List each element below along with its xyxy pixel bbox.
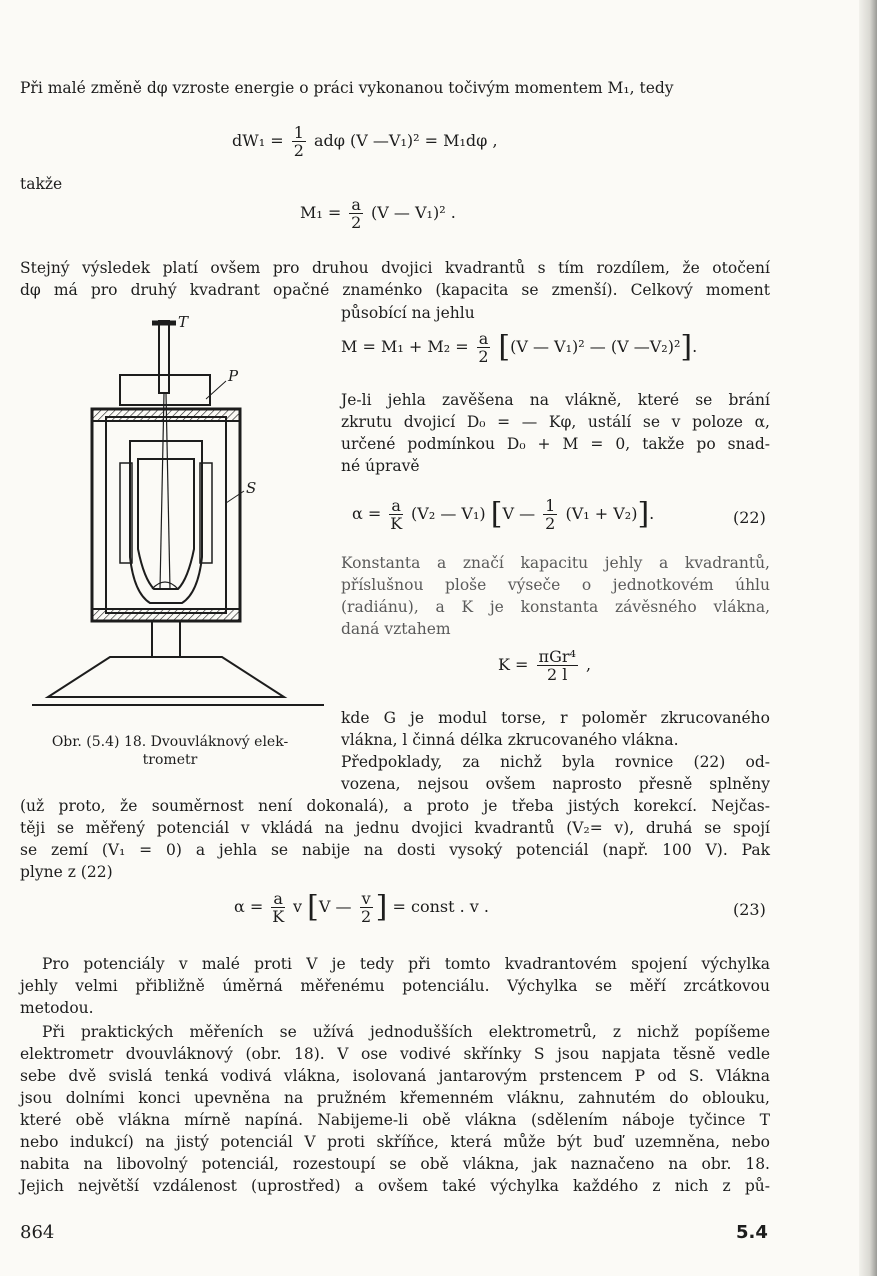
paragraph-6-line-5: se zemí (V₁ = 0) a jehla se nabije na dosti vysoký potenciál (např. 100 V). Pak <box>20 841 770 859</box>
rod-t <box>159 321 169 393</box>
equation-22: α = $\frac{a}{K}$ (V₂ — V₁) [V — $\frac{1}{2}$ (V₁ + V₂)]. <box>352 496 655 533</box>
paragraph-8-line-5: které obě vlákna mírně napíná. Nabijeme-li obě vlákna (sdělením náboje tyčince T <box>20 1111 770 1129</box>
electrometer-figure <box>28 313 328 725</box>
paragraph-8-line-1: Při praktických měřeních se užívá jednodušších elektrometrů, z nichž popíšeme <box>42 1023 770 1041</box>
paragraph-3-line-1: Je-li jehla zavěšena na vlákně, které se brání <box>341 391 770 409</box>
page-edge-shadow <box>859 0 877 1276</box>
figure-caption: Obr. (5.4) 18. Dvouvláknový elek- trometr <box>51 734 289 768</box>
equation-dw1: dW₁ = $\frac{1}{2}$ adφ (V —V₁)² = M₁dφ , <box>232 123 498 160</box>
paragraph-7-line-2: jehly velmi přibližně úměrná měřenému potenciálu. Výchylka se měří zrcátkovou <box>20 977 770 995</box>
equation-23: α = $\frac{a}{K}$ v [V — $\frac{v}{2}$ ] = const . v . <box>234 889 489 926</box>
paragraph-3-line-2: zkrutu dvojicí D₀ = — Kφ, ustálí se v poloze α, <box>341 413 770 431</box>
paragraph-2-line-1: Stejný výsledek platí ovšem pro druhou dvojici kvadrantů s tím rozdílem, že otočení <box>20 259 770 277</box>
equation-number-22: (22) <box>733 508 766 527</box>
paragraph-8-line-6: nebo indukcí) na jistý potenciál V proti skříňce, která může být buď uzemněna, nebo <box>20 1133 770 1151</box>
equation-k: K = $\frac{\text{πGr⁴}}{2 l}$ , <box>498 647 592 684</box>
paragraph-4-line-3: (radiánu), a K je konstanta závěsného vlákna, <box>341 598 770 616</box>
equation-number-23: (23) <box>733 900 766 919</box>
paragraph-8-line-3: sebe dvě svislá tenká vodivá vlákna, isolovaná jantarovým prstencem P od S. Vlákna <box>20 1067 770 1085</box>
paragraph-7-line-1: Pro potenciály v malé proti V je tedy při tomto kvadrantovém spojení výchylka <box>42 955 770 973</box>
equation-m-total: M = M₁ + M₂ = $\frac{a}{2}$ [(V — V₁)² — (V —V₂)²]. <box>341 329 698 366</box>
paragraph-6-line-1: Předpoklady, za nichž byla rovnice (22) od- <box>341 753 770 771</box>
paragraph-8-line-2: elektrometr dvouvláknový (obr. 18). V ose vodivé skřínky S jsou napjata těsně vedle <box>20 1045 770 1063</box>
figure-label-p: P <box>228 367 239 385</box>
figure-label-s: S <box>246 479 257 497</box>
paragraph-3-line-3: určené podmínkou D₀ + M = 0, takže po snad- <box>341 435 770 453</box>
paragraph-7-line-3: metodou. <box>20 999 94 1017</box>
section-number: 5.4 <box>736 1222 768 1243</box>
paragraph-6-line-3: (už proto, že souměrnost není dokonalá), a proto je třeba jistých korekcí. Nejčas- <box>20 797 770 815</box>
paragraph-3-line-4: né úpravě <box>341 457 420 475</box>
equation-m1: M₁ = $\frac{a}{2}$ (V — V₁)² . <box>300 195 456 232</box>
paragraph-8-line-8: Jejich největší vzdálenost (uprostřed) a ovšem také výchylka každého z nich z pů- <box>20 1177 770 1195</box>
paragraph-4-line-4: daná vztahem <box>341 620 451 638</box>
paragraph-intro: Při malé změně dφ vzroste energie o práci vykonanou točivým momentem M₁, tedy <box>20 79 674 97</box>
paragraph-8-line-4: jsou dolními konci upevněna na pružném křemenném vláknu, zahnutém do oblouku, <box>20 1089 770 1107</box>
paragraph-6-line-6: plyne z (22) <box>20 863 113 881</box>
figure-label-t: T <box>178 313 189 331</box>
paragraph-4-line-1: Konstanta a značí kapacitu jehly a kvadrantů, <box>341 554 770 572</box>
paragraph-4-line-2: příslušnou ploše výseče o jednotkovém úhlu <box>341 576 770 594</box>
word-takze: takže <box>20 175 63 193</box>
paragraph-5-line-2: vlákna, l činná délka zkrucovaného vlákna. <box>341 731 679 749</box>
paragraph-6-line-2: vozena, nejsou ovšem naprosto přesně splněny <box>341 775 770 793</box>
page-number: 864 <box>20 1222 55 1243</box>
paragraph-5-line-1: kde G je modul torse, r poloměr zkrucovaného <box>341 709 770 727</box>
paragraph-2-line-2: dφ má pro druhý kvadrant opačné znaménko (kapacita se zmenší). Celkový moment <box>20 281 770 299</box>
paragraph-6-line-4: těji se měřený potenciál v vkládá na jednu dvojici kvadrantů (V₂= v), druhá se spojí <box>20 819 770 837</box>
paragraph-2-line-3: působící na jehlu <box>341 304 475 322</box>
paragraph-8-line-7: nabita na libovolný potenciál, rozestoupí se obě vlákna, jak naznačeno na obr. 18. <box>20 1155 770 1173</box>
